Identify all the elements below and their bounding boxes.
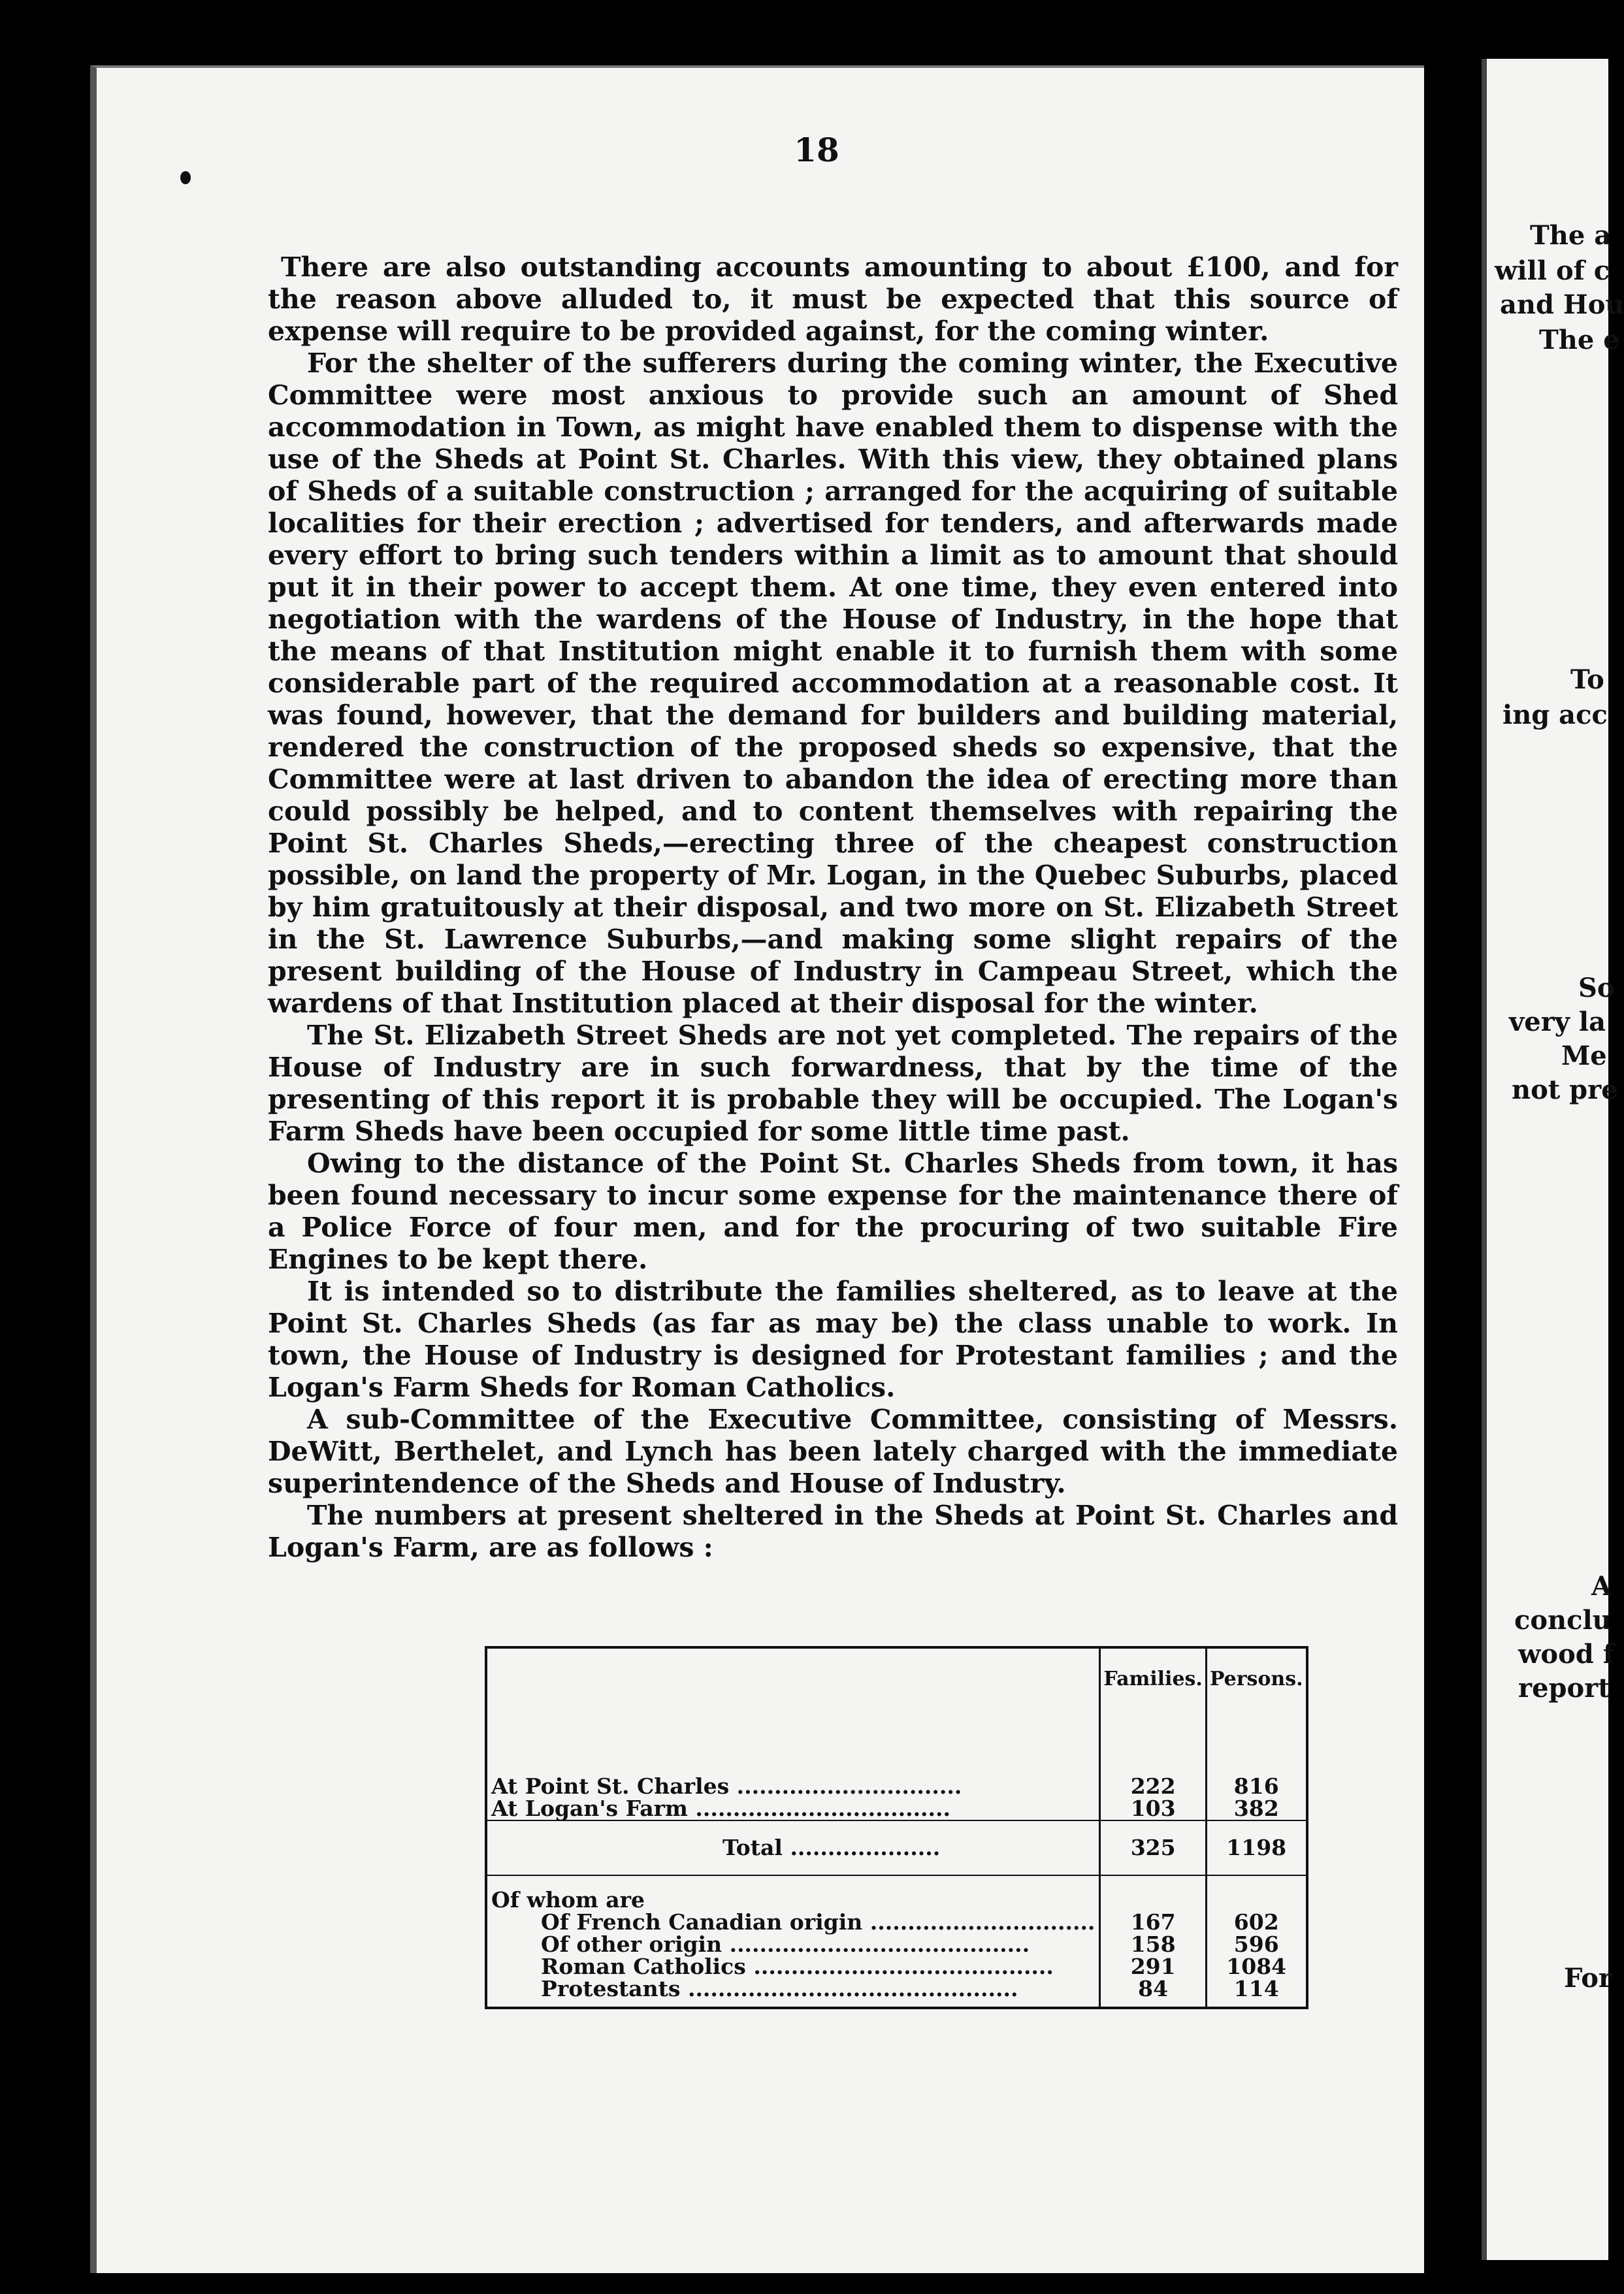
table-row bbox=[486, 1911, 1307, 1933]
paragraph: The St. Elizabeth Street Sheds are not yet completed. The repairs of the House of Industry are in such forwardness, that by the time of the presenting of this report it is probable they will be occupied. The Logan's Farm Sheds have been occupied for some little time past. bbox=[268, 1020, 1398, 1147]
families-value: 291 bbox=[1100, 1956, 1206, 1978]
persons-value: 382 bbox=[1206, 1798, 1307, 1820]
table-header-row bbox=[486, 1647, 1307, 1717]
paragraph: There are also outstanding accounts amounting to about £100, and for the reason above alluded to, it must be expected that this source of expense will require to be provided against, for the coming winter. bbox=[268, 251, 1398, 347]
paragraph: The numbers at present sheltered in the Sheds at Point St. Charles and Logan's Farm, are as follows : bbox=[268, 1500, 1398, 1563]
families-value: 103 bbox=[1100, 1798, 1206, 1820]
table-row bbox=[486, 1933, 1307, 1956]
right-text: The a bbox=[1530, 220, 1612, 251]
header-blank bbox=[486, 1647, 1100, 1717]
families-value: 325 bbox=[1100, 1820, 1206, 1875]
persons-value: 816 bbox=[1206, 1717, 1307, 1798]
header-persons: Persons. bbox=[1206, 1647, 1307, 1717]
right-page-fragment bbox=[1482, 59, 1608, 2260]
header-families: Families. bbox=[1100, 1647, 1206, 1717]
table-row-total bbox=[486, 1820, 1307, 1875]
paragraph: Owing to the distance of the Point St. Charles Sheds from town, it has been found necessary to incur some expense for the maintenance there of a Police Force of four men, and for the procuring of two suitable Fire Engines to be kept there. bbox=[268, 1148, 1398, 1275]
right-text: report bbox=[1518, 1673, 1610, 1704]
persons-value: 1198 bbox=[1206, 1820, 1307, 1875]
row-label: Of French Canadian origin .............................. bbox=[541, 1909, 1096, 1935]
ink-speck bbox=[180, 171, 191, 184]
paragraph: A sub-Committee of the Executive Committee, consisting of Messrs. DeWitt, Berthelet, and Lynch has been lately charged with the immediate superintendence of the Sheds and House of Industry. bbox=[268, 1404, 1398, 1499]
row-label: At Point St. Charles .............................. bbox=[491, 1773, 962, 1799]
row-label: Protestants ............................................ bbox=[541, 1976, 1018, 2001]
right-text: A bbox=[1591, 1571, 1612, 1602]
right-text: For bbox=[1564, 1963, 1612, 1994]
right-text: To bbox=[1570, 664, 1604, 695]
right-text: The e bbox=[1539, 325, 1620, 355]
right-text: So bbox=[1578, 973, 1615, 1003]
right-text: very la bbox=[1509, 1007, 1606, 1037]
right-text: will of c bbox=[1495, 255, 1610, 286]
table-row bbox=[486, 1798, 1307, 1820]
table-row bbox=[486, 1978, 1307, 2008]
table-row bbox=[486, 1717, 1307, 1798]
persons-value: 1084 bbox=[1206, 1956, 1307, 1978]
persons-value: 114 bbox=[1206, 1978, 1307, 2008]
row-label: Roman Catholics ........................................ bbox=[541, 1954, 1054, 1979]
families-value: 158 bbox=[1100, 1933, 1206, 1956]
row-label: Of other origin ........................................ bbox=[541, 1931, 1030, 1957]
right-text: ing acc bbox=[1502, 700, 1608, 730]
body-text bbox=[268, 251, 1398, 1564]
row-label: At Logan's Farm .................................. bbox=[491, 1796, 951, 1821]
shelter-numbers-table bbox=[485, 1646, 1308, 2009]
table-row bbox=[486, 1956, 1307, 1978]
right-text: wood f bbox=[1518, 1639, 1614, 1670]
row-label: Of whom are bbox=[491, 1887, 645, 1913]
right-text: not pre bbox=[1512, 1074, 1618, 1105]
table-row bbox=[486, 1875, 1307, 1911]
right-text: and Hou bbox=[1500, 289, 1624, 320]
families-value: 222 bbox=[1100, 1717, 1206, 1798]
paragraph: For the shelter of the sufferers during the coming winter, the Executive Committee were most anxious to provide such an amount of Shed accommodation in Town, as might have enabled them to dispense with the use of the Sheds at Point St. Charles. With this view, they obtained plans of Sheds of a suitable construction ; arranged for the acquiring of suitable localities for their erection ; advertised for tenders, and afterwards made every effort to bring such tenders within a limit as to amount that should put it in their power to accept them. At one time, they even entered into negotiation with the wardens of the House of Industry, in the hope that the means of that Institution might enable it to furnish them with some considerable part of the required accommodation at a reasonable cost. It was found, however, that the demand for builders and building material, rendered the construction of the proposed sheds so expensive, that the Committee were at last driven to abandon the idea of erecting more than could possibly be helped, and to content themselves with repairing the Point St. Charles Sheds,—erecting three of the cheapest construction possible, on land the property of Mr. Logan, in the Quebec Suburbs, placed by him gratuitously at their disposal, and two more on St. Elizabeth Street in the St. Lawrence Suburbs,—and making some slight repairs of the present building of the House of Industry in Campeau Street, which the wardens of that Institution placed at their disposal for the winter. bbox=[268, 347, 1398, 1019]
right-text: conclu bbox=[1514, 1605, 1612, 1636]
persons-value: 602 bbox=[1206, 1911, 1307, 1933]
persons-value: 596 bbox=[1206, 1933, 1307, 1956]
right-text: Me bbox=[1561, 1041, 1607, 1071]
row-label: Total .................... bbox=[486, 1820, 1100, 1875]
families-value: 167 bbox=[1100, 1911, 1206, 1933]
paragraph: It is intended so to distribute the families sheltered, as to leave at the Point St. Charles Sheds (as far as may be) the class unable to work. In town, the House of Industry is designed for Protestant families ; and the Logan's Farm Sheds for Roman Catholics. bbox=[268, 1276, 1398, 1403]
page-number: 18 bbox=[794, 131, 839, 169]
families-value: 84 bbox=[1100, 1978, 1206, 2008]
